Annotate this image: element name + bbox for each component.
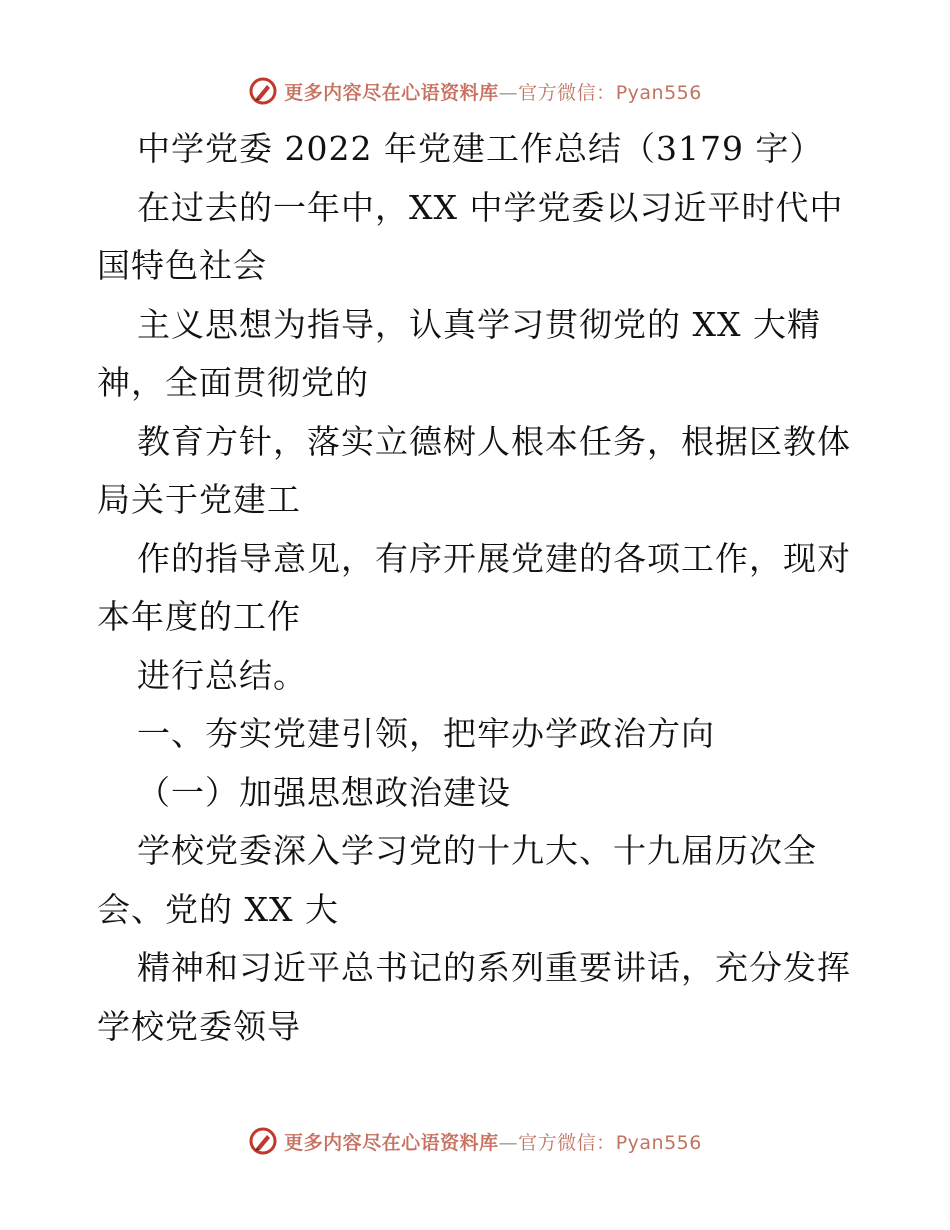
text-line: （一）加强思想政治建设 [137, 772, 511, 812]
text-line: 国特色社会 [97, 246, 267, 285]
text-line: 本年度的工作 [97, 597, 301, 636]
pen-logo-icon [248, 76, 278, 106]
watermark-header [0, 74, 950, 108]
text-line: 会、党的 XX 大 [97, 889, 339, 929]
watermark-main-text: 更多内容尽在心语资料库 [284, 1131, 499, 1154]
text-line: 教育方针，落实立德树人根本任务，根据区教体 [137, 421, 851, 461]
watermark-separator: — [498, 81, 519, 104]
text-line: 在过去的一年中，XX 中学党委以习近平时代中 [137, 187, 844, 227]
text-line: 学校党委深入学习党的十九大、十九届历次全 [137, 831, 817, 870]
document-body [97, 120, 857, 1056]
text-line: 学校党委领导 [97, 1006, 301, 1046]
watermark-text [284, 78, 702, 105]
watermark-wechat-id: Pyan556 [615, 1131, 702, 1154]
watermark-wechat-id: Pyan556 [615, 81, 702, 104]
text-line: 作的指导意见，有序开展党建的各项工作，现对 [137, 538, 851, 578]
watermark-text [284, 1128, 702, 1155]
text-line: 主义思想为指导，认真学习贯彻党的 XX 大精 [137, 304, 821, 344]
text-line: 局关于党建工 [97, 480, 301, 519]
watermark-wechat-label: 官方微信： [518, 81, 616, 104]
pen-logo-icon [248, 1126, 278, 1156]
document-title: 中学党委 2022 年党建工作总结（3179 字） [137, 129, 824, 168]
watermark-wechat-label: 官方微信： [518, 1131, 616, 1154]
text-line: 精神和习近平总书记的系列重要讲话，充分发挥 [137, 948, 851, 987]
watermark-main-text: 更多内容尽在心语资料库 [284, 81, 499, 104]
text-line: 一、夯实党建引领，把牢办学政治方向 [137, 714, 715, 753]
watermark-separator: — [498, 1131, 519, 1154]
text-line: 进行总结。 [137, 655, 307, 695]
text-line: 神，全面贯彻党的 [97, 363, 369, 402]
watermark-footer [0, 1124, 950, 1158]
